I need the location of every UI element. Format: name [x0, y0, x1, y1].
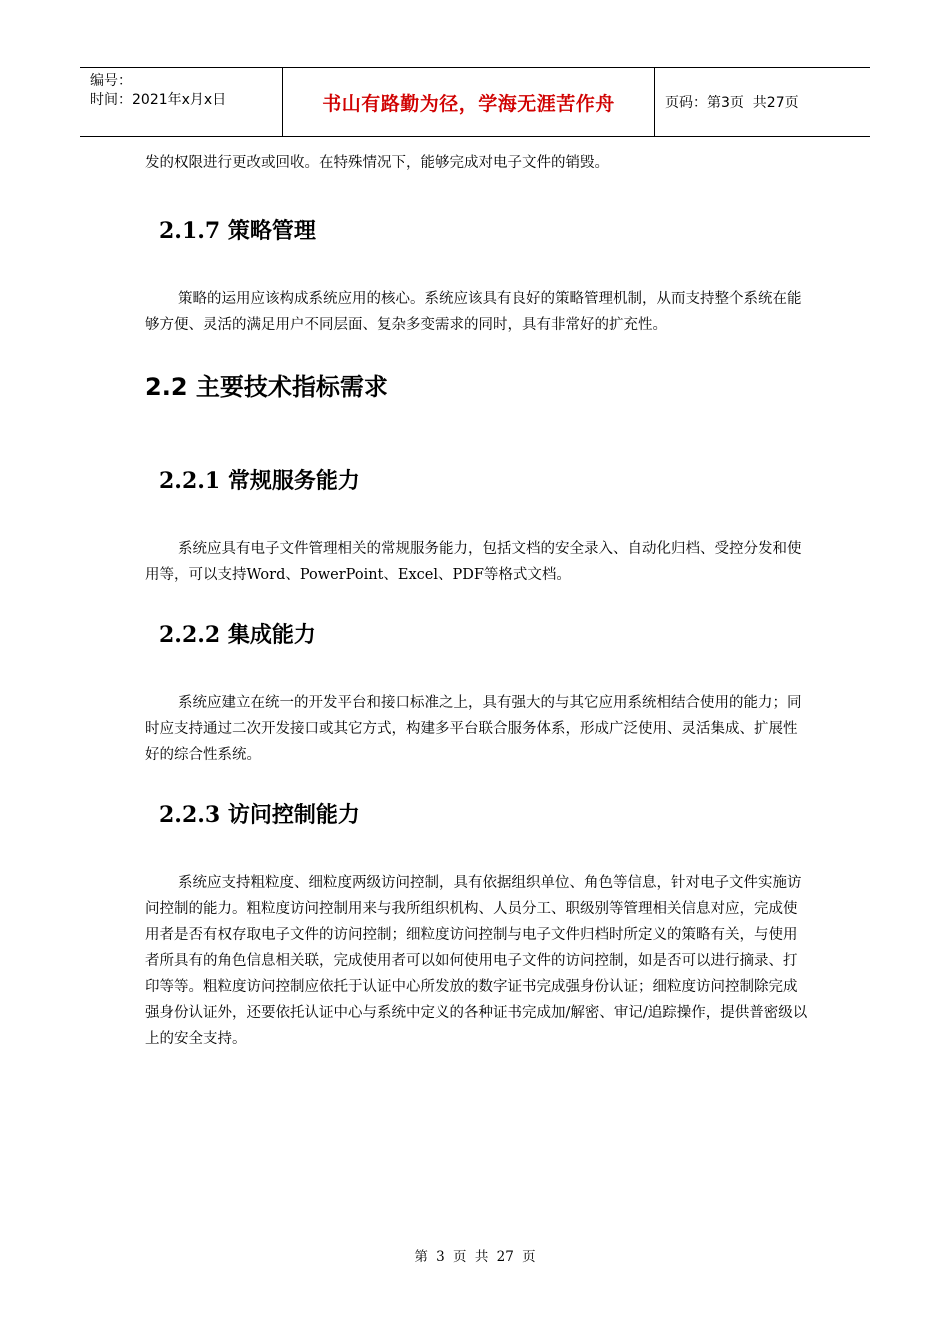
document-date: 时间：2021年x月x日: [90, 92, 227, 108]
heading-2-1-7: 2.1.7 策略管理: [159, 218, 316, 244]
document-body: [145, 150, 810, 1052]
paragraph-2-2-2: 系统应建立在统一的开发平台和接口标准之上，具有强大的与其它应用系统相结合使用的能力；同时应支持通过二次开发接口或其它方式，构建多平台联合服务体系，形成广泛使用、灵活集成、扩展性好的综合性系统。: [145, 695, 802, 763]
paragraph-2-2-3: 系统应支持粗粒度、细粒度两级访问控制，具有依据组织单位、角色等信息，针对电子文件实施访问控制的能力。粗粒度访问控制用来与我所组织机构、人员分工、职级别等管理相关信息对应，完成使用者是否有权存取电子文件的访问控制；细粒度访问控制与电子文件归档时所定义的策略有关，与使用者所具有的角色信息相关联，完成使用者可以如何使用电子文件的访问控制，如是否可以进行摘录、打印等等。粗粒度访问控制应依托于认证中心所发放的数字证书完成强身份认证；细粒度访问控制除完成强身份认证外，还要依托认证中心与系统中定义的各种证书完成加/解密、审记/追踪操作，提供普密级以上的安全支持。: [145, 875, 808, 1047]
heading-2-2-2: 2.2.2 集成能力: [159, 622, 316, 648]
page-footer: 第 3 页 共 27 页: [414, 1249, 536, 1265]
document-number-label: 编号：: [90, 73, 132, 89]
paragraph-continued: 发的权限进行更改或回收。在特殊情况下，能够完成对电子文件的销毁。: [145, 155, 609, 171]
heading-2-2-3: 2.2.3 访问控制能力: [159, 802, 360, 828]
paragraph-2-2-1: 系统应具有电子文件管理相关的常规服务能力，包括文档的安全录入、自动化归档、受控分发和使用等，可以支持Word、PowerPoint、Excel、PDF等格式文档。: [145, 541, 802, 583]
header-page-info: [655, 68, 870, 136]
header-motto: 书山有路勤为径，学海无涯苦作舟: [283, 68, 655, 136]
heading-2-2: 2.2 主要技术指标需求: [145, 373, 388, 401]
header-meta: [80, 68, 283, 136]
heading-2-2-1: 2.2.1 常规服务能力: [159, 468, 360, 494]
page-info-text: 页码：第3页 共27页: [665, 95, 799, 111]
page-header: [80, 67, 870, 137]
paragraph-2-1-7: 策略的运用应该构成系统应用的核心。系统应该具有良好的策略管理机制，从而支持整个系统在能够方便、灵活的满足用户不同层面、复杂多变需求的同时，具有非常好的扩充性。: [145, 291, 802, 333]
